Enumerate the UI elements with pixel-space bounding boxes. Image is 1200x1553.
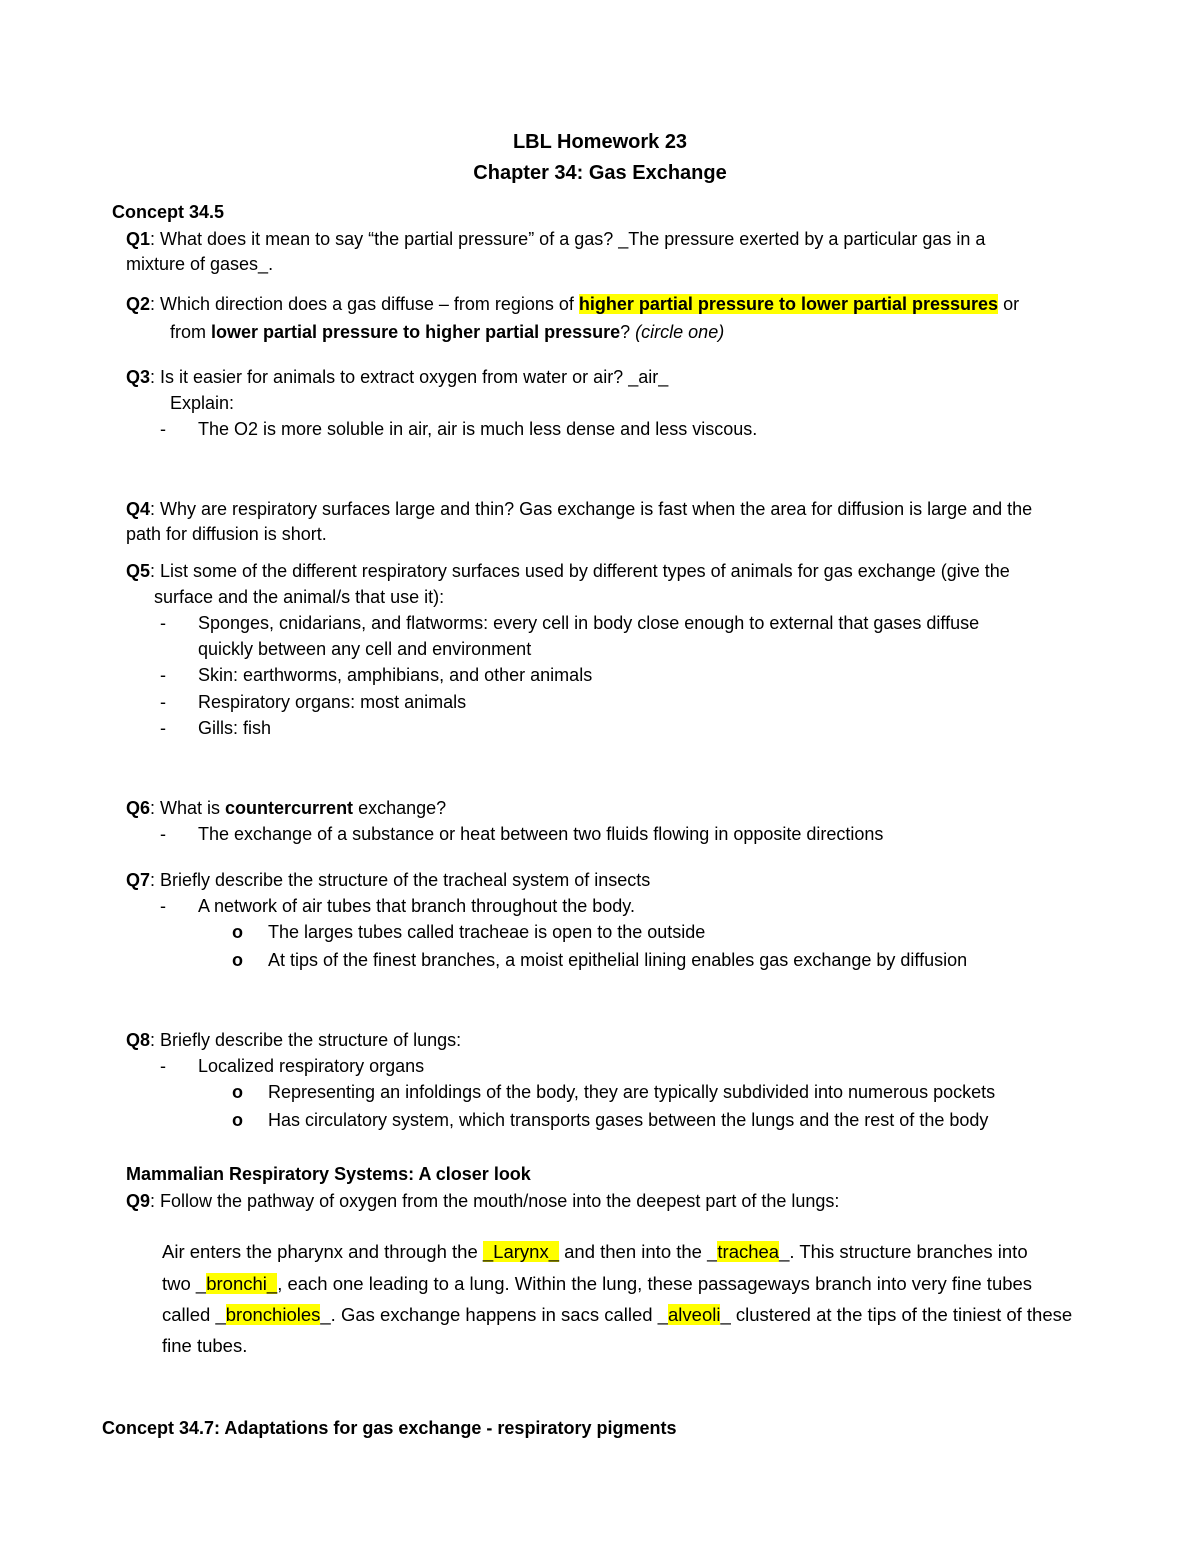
title-text: LBL Homework 23 [512, 131, 688, 153]
q7-bullet: A network of air tubes that branch throughout the body. [198, 896, 635, 916]
q6-bullet: The exchange of a substance or heat between two fluids flowing in opposite directions [198, 824, 884, 844]
q2-label: Q2 [126, 294, 151, 314]
answer-bronchioles: bronchioles [225, 1304, 321, 1325]
q6-post: exchange? [353, 798, 447, 818]
p1b: and then into the _ [558, 1241, 718, 1262]
pathway-line-2 [162, 1272, 1032, 1296]
question-1-cont: mixture of gases_. [126, 254, 274, 274]
q7-sub-bullet-marker: o [232, 922, 243, 942]
document-title [0, 130, 1200, 154]
question-2 [126, 292, 1019, 316]
q8-bullet-dash: - [160, 1056, 166, 1076]
q2-instruction: (circle one) [635, 322, 725, 342]
p3c: _ clustered at the tips of the tiniest of these [720, 1304, 1073, 1325]
q6-label: Q6 [126, 798, 151, 818]
q4-text: : Why are respiratory surfaces large and thin? Gas exchange is fast when the area for diffusion is large and the [150, 499, 1033, 519]
question-3 [126, 365, 668, 389]
q2-l2c: ? [620, 322, 636, 342]
q3-text: : Is it easier for animals to extract oxygen from water or air? _air_ [150, 367, 669, 387]
question-5 [126, 559, 1010, 583]
q5-bullet-1-cont: quickly between any cell and environment [198, 639, 532, 659]
q8-sub-bullet-marker: o [232, 1082, 243, 1102]
q2-l2a: from [170, 322, 212, 342]
question-4-cont: path for diffusion is short. [126, 524, 327, 544]
question-5-cont: surface and the animal/s that use it): [154, 587, 445, 607]
p3a: called _ [162, 1304, 226, 1325]
p3b: _. Gas exchange happens in sacs called _ [320, 1304, 669, 1325]
q7-sub-bullet-marker: o [232, 950, 243, 970]
q8-sub-bullet-marker: o [232, 1110, 243, 1130]
q5-text: : List some of the different respiratory surfaces used by different types of animals for gas exchange (give the [150, 561, 1010, 581]
q5-label: Q5 [126, 561, 151, 581]
q3-bullet-dash: - [160, 419, 166, 439]
p2a: two _ [162, 1273, 207, 1294]
q5-bullet-2: Skin: earthworms, amphibians, and other animals [198, 665, 593, 685]
question-6 [126, 796, 446, 820]
q5-bullet-dash: - [160, 718, 166, 738]
pathway-line-4: fine tubes. [162, 1335, 248, 1356]
q8-label: Q8 [126, 1030, 151, 1050]
concept-heading-2: Concept 34.7: Adaptations for gas exchange - respiratory pigments [102, 1418, 677, 1438]
q5-bullet-dash: - [160, 692, 166, 712]
q6-term: countercurrent [225, 798, 354, 818]
q3-explain: Explain: [170, 393, 235, 413]
q7-sub-bullet-1: The larges tubes called tracheae is open to the outside [268, 922, 706, 942]
q2-post: or [998, 294, 1020, 314]
pathway-line-3 [162, 1303, 1072, 1327]
q9-text: : Follow the pathway of oxygen from the mouth/nose into the deepest part of the lungs: [150, 1191, 840, 1211]
subtitle-text: Chapter 34: Gas Exchange [473, 162, 727, 184]
q2-alt-option: lower partial pressure to higher partial pressure [211, 322, 621, 342]
q7-label: Q7 [126, 870, 151, 890]
q2-pre: : Which direction does a gas diffuse – from regions of [150, 294, 579, 314]
q3-label: Q3 [126, 367, 151, 387]
question-7 [126, 868, 650, 892]
q4-label: Q4 [126, 499, 151, 519]
question-1 [126, 227, 985, 251]
q5-bullet-1: Sponges, cnidarians, and flatworms: every cell in body close enough to external that gases diffuse [198, 613, 980, 633]
q5-bullet-dash: - [160, 613, 166, 633]
question-9 [126, 1189, 839, 1213]
question-8 [126, 1028, 461, 1052]
q7-sub-bullet-2: At tips of the finest branches, a moist epithelial lining enables gas exchange by diffusion [268, 950, 968, 970]
q7-text: : Briefly describe the structure of the tracheal system of insects [150, 870, 651, 890]
q5-bullet-4: Gills: fish [198, 718, 272, 738]
question-2-cont [170, 320, 724, 344]
q1-text: : What does it mean to say “the partial pressure” of a gas? _The pressure exerted by a particular gas in a [150, 229, 986, 249]
mammalian-heading: Mammalian Respiratory Systems: A closer look [126, 1164, 531, 1184]
q7-bullet-dash: - [160, 896, 166, 916]
q1-label: Q1 [126, 229, 151, 249]
p1a: Air enters the pharynx and through the [162, 1241, 483, 1262]
concept-heading-1: Concept 34.5 [112, 202, 225, 222]
q5-bullet-dash: - [160, 665, 166, 685]
q5-bullet-3: Respiratory organs: most animals [198, 692, 467, 712]
pathway-line-1 [162, 1240, 1028, 1264]
q8-text: : Briefly describe the structure of lungs: [150, 1030, 462, 1050]
q8-bullet: Localized respiratory organs [198, 1056, 425, 1076]
q8-sub-bullet-1: Representing an infoldings of the body, they are typically subdivided into numerous pockets [268, 1082, 996, 1102]
q3-bullet: The O2 is more soluble in air, air is much less dense and less viscous. [198, 419, 758, 439]
answer-bronchi: bronchi_ [206, 1273, 278, 1294]
question-4 [126, 497, 1032, 521]
answer-alveoli: alveoli [668, 1304, 721, 1325]
answer-trachea: trachea [717, 1241, 780, 1262]
q2-highlighted-answer: higher partial pressure to lower partial pressures [578, 294, 999, 314]
document-subtitle [0, 161, 1200, 185]
p1c: _. This structure branches into [779, 1241, 1028, 1262]
q6-bullet-dash: - [160, 824, 166, 844]
answer-larynx: _Larynx_ [482, 1241, 559, 1262]
p2b: , each one leading to a lung. Within the lung, these passageways branch into very fine tubes [277, 1273, 1033, 1294]
q6-pre: : What is [150, 798, 226, 818]
q8-sub-bullet-2: Has circulatory system, which transports gases between the lungs and the rest of the body [268, 1110, 989, 1130]
q9-label: Q9 [126, 1191, 151, 1211]
